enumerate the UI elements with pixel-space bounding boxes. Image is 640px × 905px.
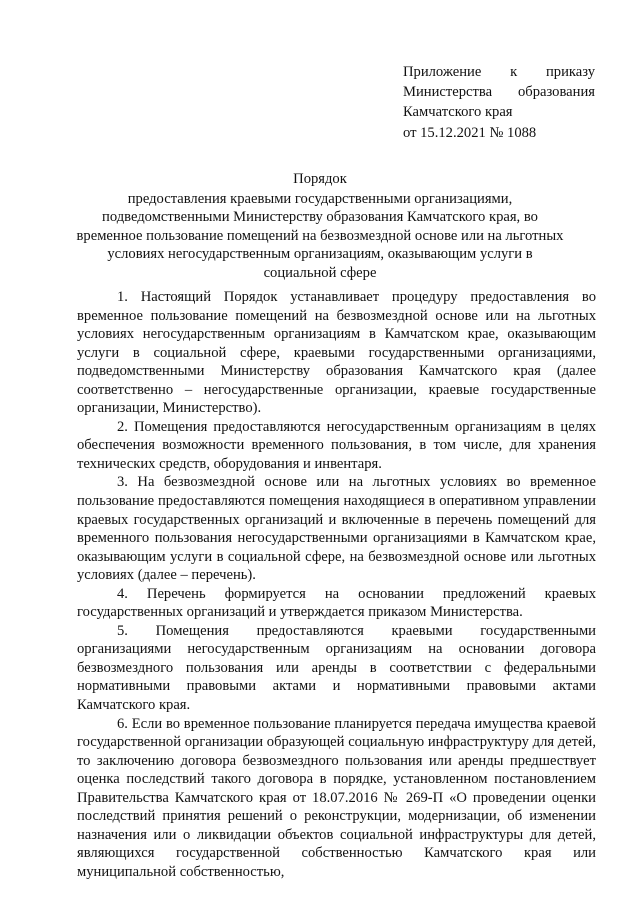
document-body bbox=[77, 288, 596, 882]
title-subtitle: предоставления краевыми государственными организациями, подведомственными Министерству образования Камчатского края, во временное пользование помещений на безвозмездной основе или на льготных условиях негосударственным организациям, оказывающим услуги в социальной сфере bbox=[76, 190, 564, 281]
paragraph-1: 1. Настоящий Порядок устанавливает процедуру предоставления во временное пользование помещений на безвозмездной основе или на льготных условиях негосударственным организациям в Камчатском крае, оказывающим услуги в социальной сфере, краевыми государственными организациями, подведомственными Министерству образования Камчатского края (далее соответственно – негосударственные организации, краевые государственные организации, Министерство). bbox=[77, 289, 596, 417]
appendix-line-2: Министерства образования bbox=[403, 84, 595, 101]
appendix-line-1: Приложение к приказу bbox=[403, 64, 595, 80]
paragraph-6: 6. Если во временное пользование планируется передача имущества краевой государственной организации образующей социальную инфраструктуру для детей, то заключению договора безвозмездного пользования или аренды предшествует оценка последствий такого договора в порядке, установленном постановлением Правительства Камчатского края от 18.07.2016 № 269-П «О проведении оценки последствий принятия решений о реконструкции, модернизации, об изменении назначения или о ликвидации объектов социальной инфраструктуры для детей, являющихся государственной собственностью Камчатского края или муниципальной собственностью, bbox=[77, 715, 596, 880]
paragraph-2: 2. Помещения предоставляются негосударственным организациям в целях обеспечения возможности временного пользования, в том числе, для хранения технических средств, оборудования и инвентаря. bbox=[77, 418, 596, 472]
appendix-line-3: Камчатского края bbox=[403, 104, 513, 121]
paragraph-5: 5. Помещения предоставляются краевыми государственными организациями негосударственным организациям на основании договора безвозмездного пользования или аренды в соответствии с федеральными нормативными правовыми актами и нормативными правовыми актами Камчатского края. bbox=[77, 622, 596, 714]
appendix-note bbox=[403, 62, 595, 143]
appendix-line-4: от 15.12.2021 № 1088 bbox=[403, 124, 537, 141]
paragraph-3: 3. На безвозмездной основе или на льготных условиях во временное пользование предоставляются помещения находящиеся в оперативном управлении краевых государственных организаций и включенные в перечень помещений для временного пользования негосударственными организациями в Камчатском крае, оказывающим услуги в социальной сфере, на безвозмездной основе или льготных условиях (далее – перечень). bbox=[77, 474, 596, 584]
document-title bbox=[70, 170, 570, 283]
paragraph-4: 4. Перечень формируется на основании предложений краевых государственных организаций и утверждается приказом Министерства. bbox=[77, 585, 596, 621]
title-heading: Порядок bbox=[293, 171, 347, 187]
